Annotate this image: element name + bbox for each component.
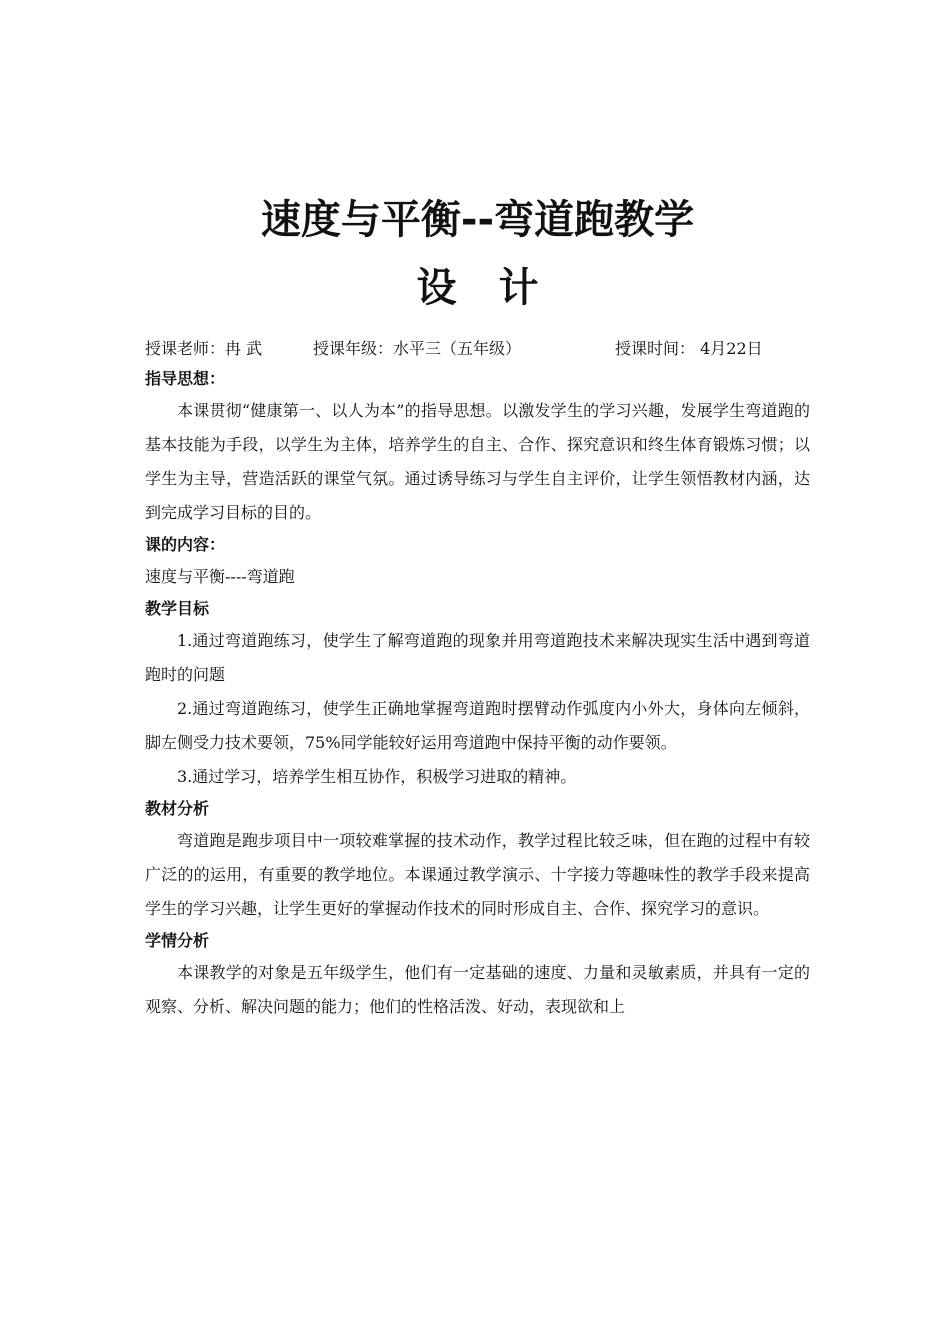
grade-info: 授课年级：水平三（五年级）	[313, 339, 522, 358]
document-title-line1: 速度与平衡--弯道跑教学	[260, 197, 695, 243]
section-text-content: 速度与平衡----弯道跑	[145, 567, 295, 586]
document-page	[145, 190, 810, 1024]
section-heading-material: 教材分析	[145, 799, 210, 818]
section-text-guide: 本课贯彻“健康第一、以人为本”的指导思想。以激发学生的学习兴趣，发展学生弯道跑的基本技能为手段，以学生为主体，培养学生的自主、合作、探究意识和终生体育锻炼习惯；以学生为主导，营造活跃的课堂气氛。通过诱导练习与学生自主评价，让学生领悟教材内涵，达到完成学习目标的目的。	[145, 401, 810, 522]
lesson-meta	[145, 334, 810, 364]
section-heading-content: 课的内容：	[145, 535, 226, 554]
section-text-material: 弯道跑是跑步项目中一项较难掌握的技术动作，教学过程比较乏味，但在跑的过程中有较广泛的的运用，有重要的教学地位。本课通过教学演示、十字接力等趣味性的教学手段来提高学生的学习兴趣，让学生更好的掌握动作技术的同时形成自主、合作、探究学习的意识。	[145, 831, 810, 918]
goal-item-2: 2.通过弯道跑练习，使学生正确地掌握弯道跑时摆臂动作弧度内小外大，身体向左倾斜，脚左侧受力技术要领，75%同学能较好运用弯道跑中保持平衡的动作要领。	[145, 699, 810, 752]
section-heading-guide: 指导思想：	[145, 369, 226, 388]
goal-item-1: 1.通过弯道跑练习，使学生了解弯道跑的现象并用弯道跑技术来解决现实生活中遇到弯道跑时的问题	[145, 631, 810, 684]
document-title-line2: 设 计	[416, 265, 553, 311]
section-heading-students: 学情分析	[145, 931, 210, 950]
section-heading-goals: 教学目标	[145, 599, 210, 618]
section-text-students: 本课教学的对象是五年级学生，他们有一定基础的速度、力量和灵敏素质，并具有一定的观察、分析、解决问题的能力；他们的性格活泼、好动，表现欲和上	[145, 963, 810, 1016]
teacher-info: 授课老师：冉 武	[145, 339, 263, 358]
goal-item-3: 3.通过学习，培养学生相互协作，积极学习进取的精神。	[177, 767, 577, 786]
time-info: 授课时间： 4月22日	[615, 339, 763, 358]
